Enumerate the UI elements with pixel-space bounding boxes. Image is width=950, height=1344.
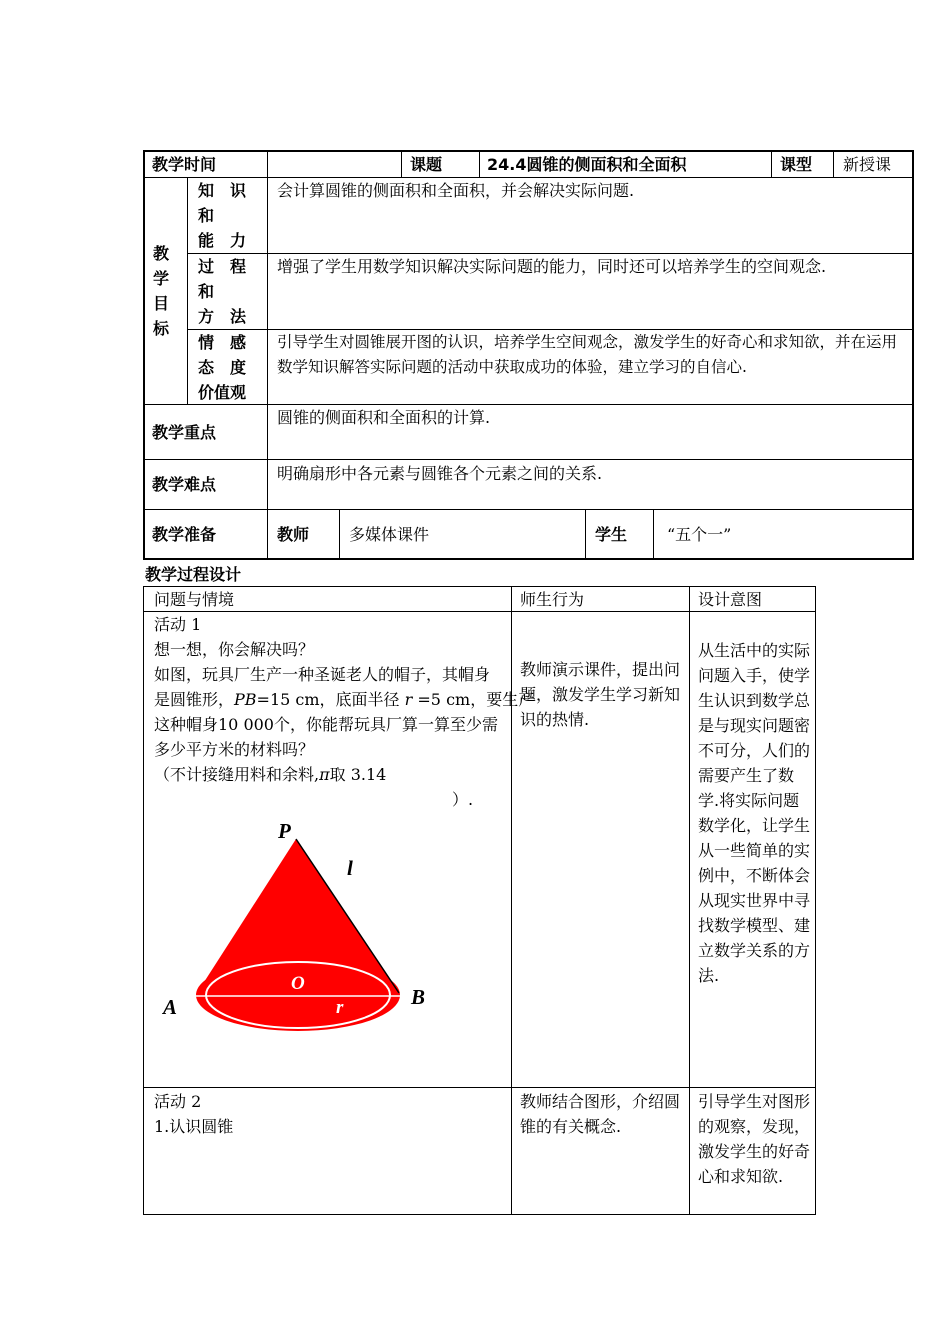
student-value: “五个一” <box>667 525 732 544</box>
type-label: 课型 <box>780 155 813 174</box>
activity2-teacher: 教师结合图形，介绍圆锥的有关概念. <box>520 1092 681 1136</box>
goal-attitude-label-2: 态 度 <box>198 358 247 377</box>
goals-label-3: 目 <box>152 294 169 313</box>
activity1-intent: 从生活中的实际问题入手，使学生认识到数学总是与现实问题密不可分，人们的需要产生了数学.将实际问题数学化，让学生从一些简单的实例中，不断体会从现实世界中寻找数学模型、建立数学关系的方法. <box>698 641 811 985</box>
col-header-intent: 设计意图 <box>698 590 763 609</box>
teacher-label: 教师 <box>277 525 310 544</box>
prep-label: 教学准备 <box>152 525 217 544</box>
goal-attitude-label-3: 价值观 <box>198 383 247 402</box>
goals-label-4: 标 <box>152 319 169 338</box>
goal-knowledge-label-1: 知 识 <box>198 181 247 200</box>
activity1-line6: ）. <box>452 790 474 809</box>
label-p: P <box>278 819 291 843</box>
difficulty-text: 明确扇形中各元素与圆锥各个元素之间的关系. <box>277 464 603 483</box>
goal-attitude-text: 引导学生对圆锥展开图的认识，培养学生空间观念，激发学生的好奇心和求知欲，并在运用数学知识解答实际问题的活动中获取成功的体验，建立学习的自信心. <box>277 333 898 376</box>
student-label: 学生 <box>595 525 628 544</box>
activity1-question: 想一想，你会解决吗？ <box>154 640 315 659</box>
activity1-line3: 这种帽身10 000个，你能帮玩具厂算一算至少需 <box>154 715 498 734</box>
activity1-line1: 如图，玩具厂生产一种圣诞老人的帽子，其帽身 <box>154 665 491 684</box>
activity1-name: 活动 1 <box>154 615 202 634</box>
topic-label: 课题 <box>410 155 443 174</box>
activity2-name: 活动 2 <box>154 1092 202 1111</box>
col-header-problem: 问题与情境 <box>154 590 235 609</box>
goal-process-label-3: 方 法 <box>198 307 247 326</box>
activity1-line4: 多少平方米的材料吗？ <box>154 740 315 759</box>
key-label: 教学重点 <box>152 423 217 442</box>
label-b: B <box>411 985 426 1009</box>
time-label: 教学时间 <box>152 155 217 174</box>
cone-body <box>197 839 399 993</box>
label-o: O <box>291 973 305 994</box>
goal-attitude-label-1: 情 感 <box>198 333 247 352</box>
activity1-teacher: 教师演示课件，提出问题，激发学生学习新知识的热情. <box>520 660 681 729</box>
label-r: r <box>336 997 344 1018</box>
col-header-behavior: 师生行为 <box>520 590 585 609</box>
type-value: 新授课 <box>843 155 892 174</box>
goals-label-1: 教 <box>152 244 169 263</box>
teacher-value: 多媒体课件 <box>349 525 430 544</box>
label-a: A <box>163 995 178 1019</box>
activity1-line5: （不计接缝用料和余料,π取 3.14 <box>154 765 387 784</box>
goal-process-label-1: 过 程 <box>198 257 247 276</box>
goals-label-2: 学 <box>152 269 169 288</box>
topic-value: 24.4圆锥的侧面积和全面积 <box>487 155 687 174</box>
label-l: l <box>347 856 353 880</box>
process-title: 教学过程设计 <box>145 565 242 584</box>
difficulty-label: 教学难点 <box>152 475 217 494</box>
activity2-intent: 引导学生对图形的观察，发现，激发学生的好奇心和求知欲. <box>698 1092 811 1186</box>
cone-figure <box>150 815 470 1040</box>
activity2-item: 1.认识圆锥 <box>154 1117 234 1136</box>
goal-knowledge-text: 会计算圆锥的侧面积和全面积，并会解决实际问题. <box>277 181 635 200</box>
goal-process-text: 增强了学生用数学知识解决实际问题的能力，同时还可以培养学生的空间观念. <box>277 257 827 276</box>
activity1-line2: 是圆锥形，PB=15 cm，底面半径 r =5 cm，要生产 <box>154 690 535 709</box>
key-text: 圆锥的侧面积和全面积的计算. <box>277 408 491 427</box>
goal-knowledge-label-2: 和 <box>198 206 215 225</box>
goal-knowledge-label-3: 能 力 <box>198 231 247 250</box>
goal-process-label-2: 和 <box>198 282 215 301</box>
